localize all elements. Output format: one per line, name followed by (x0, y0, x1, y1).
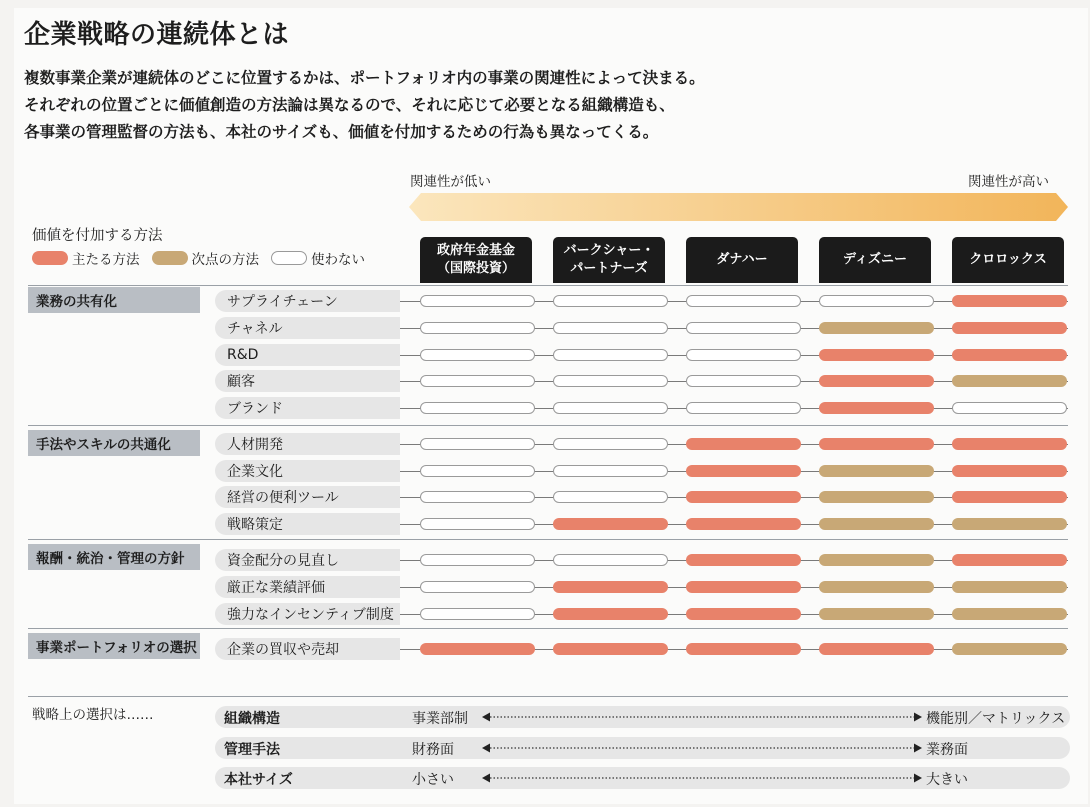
method-pill-main (553, 581, 668, 593)
legend-none-label: 使わない (311, 252, 365, 268)
category-separator (28, 285, 1068, 286)
method-pill-main (553, 608, 668, 620)
row-label-talent-development: 人材開発 (215, 433, 400, 455)
method-pill-main (952, 491, 1067, 503)
method-pill-main (819, 375, 934, 387)
method-pill-none (420, 322, 535, 334)
method-pill-none (420, 518, 535, 530)
method-pill-none (420, 349, 535, 361)
row-label-corporate-culture: 企業文化 (215, 460, 400, 482)
method-pill-secondary (819, 518, 934, 530)
method-pill-main (952, 295, 1067, 307)
method-pill-none (420, 491, 535, 503)
method-pill-none (553, 349, 668, 361)
method-pill-none (420, 581, 535, 593)
choice-arrow (482, 711, 922, 723)
method-pill-secondary (819, 465, 934, 477)
method-pill-none (686, 375, 801, 387)
method-pill-none (420, 465, 535, 477)
method-pill-main (553, 518, 668, 530)
method-pill-none (553, 438, 668, 450)
category-separator (28, 425, 1068, 426)
row-label-capital-reallocation: 資金配分の見直し (215, 549, 400, 571)
page-title: 企業戦略の連続体とは (24, 20, 290, 50)
row-label-channel: チャネル (215, 317, 400, 339)
method-pill-main (686, 491, 801, 503)
method-pill-secondary (819, 608, 934, 620)
choice-right-hq-size: 大きい (926, 772, 968, 788)
category-separator (28, 628, 1068, 629)
method-pill-none (420, 554, 535, 566)
method-pill-main (819, 643, 934, 655)
method-pill-none (420, 295, 535, 307)
row-label-rd: R&D (215, 344, 400, 366)
choice-name-org-structure: 組織構造 (224, 711, 280, 727)
method-pill-secondary (819, 491, 934, 503)
method-pill-main (952, 465, 1067, 477)
method-pill-main (952, 349, 1067, 361)
category-separator (28, 539, 1068, 540)
legend-main-label: 主たる方法 (72, 252, 140, 268)
company-header-berkshire: バークシャー・ パートナーズ (553, 237, 665, 283)
method-pill-main (420, 643, 535, 655)
relatedness-high-label: 関連性が高い (968, 174, 1049, 190)
choice-name-hq-size: 本社サイズ (224, 772, 293, 788)
method-pill-main (686, 581, 801, 593)
relatedness-low-label: 関連性が低い (410, 174, 491, 190)
method-pill-none (420, 438, 535, 450)
method-pill-main (686, 465, 801, 477)
method-pill-none (553, 375, 668, 387)
intro-line-1: 複数事業企業が連続体のどこに位置するかは、ポートフォリオ内の事業の関連性によって決まる。 (24, 69, 705, 87)
choice-left-org-structure: 事業部制 (412, 711, 468, 727)
category-shared-operations: 業務の共有化 (28, 287, 200, 313)
legend-none-swatch (271, 251, 307, 265)
method-pill-none (952, 402, 1067, 414)
row-label-customers: 顧客 (215, 370, 400, 392)
method-pill-secondary (819, 581, 934, 593)
method-pill-none (553, 322, 668, 334)
method-pill-secondary (952, 581, 1067, 593)
row-label-strategy-formulation: 戦略策定 (215, 513, 400, 535)
row-label-management-tools: 経営の便利ツール (215, 486, 400, 508)
method-pill-none (553, 465, 668, 477)
row-label-supply-chain: サプライチェーン (215, 290, 400, 312)
legend-main-swatch (32, 251, 68, 265)
choice-right-management: 業務面 (926, 742, 968, 758)
method-pill-none (819, 295, 934, 307)
method-pill-main (553, 643, 668, 655)
row-label-m-and-a: 企業の買収や売却 (215, 638, 400, 660)
intro-line-2: それぞれの位置ごとに価値創造の方法論は異なるので、それに応じて必要となる組織構造も、 (24, 96, 675, 114)
method-pill-none (553, 402, 668, 414)
method-pill-main (686, 518, 801, 530)
method-pill-none (686, 402, 801, 414)
method-pill-main (686, 554, 801, 566)
company-header-danaher: ダナハー (686, 237, 798, 283)
method-pill-none (553, 554, 668, 566)
method-pill-none (686, 349, 801, 361)
method-pill-secondary (952, 518, 1067, 530)
method-pill-main (952, 554, 1067, 566)
method-pill-main (686, 608, 801, 620)
method-pill-main (952, 438, 1067, 450)
relatedness-arrow (409, 193, 1068, 221)
method-pill-none (553, 295, 668, 307)
method-pill-main (686, 643, 801, 655)
row-label-incentives: 強力なインセンティブ制度 (215, 603, 400, 625)
choice-arrow (482, 742, 922, 754)
intro-line-3: 各事業の管理監督の方法も、本社のサイズも、価値を付加するための行為も異なってくる。 (24, 123, 659, 141)
method-pill-none (420, 375, 535, 387)
legend-secondary-label: 次点の方法 (191, 252, 259, 268)
company-header-disney: ディズニー (819, 237, 931, 283)
method-pill-main (952, 322, 1067, 334)
choice-left-hq-size: 小さい (412, 772, 454, 788)
method-pill-secondary (952, 608, 1067, 620)
method-pill-main (819, 402, 934, 414)
category-governance: 報酬・統治・管理の方針 (28, 544, 200, 570)
choices-separator (28, 696, 1068, 697)
legend (32, 248, 377, 268)
category-portfolio: 事業ポートフォリオの選択 (28, 633, 200, 659)
choice-name-management: 管理手法 (224, 742, 280, 758)
legend-secondary-swatch (152, 251, 188, 265)
method-pill-main (686, 438, 801, 450)
choice-right-org-structure: 機能別／マトリックス (926, 711, 1066, 727)
row-label-brand: ブランド (215, 397, 400, 419)
method-pill-none (420, 608, 535, 620)
method-pill-secondary (952, 643, 1067, 655)
row-label-performance-evaluation: 厳正な業績評価 (215, 576, 400, 598)
method-pill-none (420, 402, 535, 414)
method-pill-secondary (819, 322, 934, 334)
choices-title: 戦略上の選択は…… (32, 707, 154, 723)
company-header-pension-fund: 政府年金基金 （国際投資） (420, 237, 532, 283)
method-pill-secondary (952, 375, 1067, 387)
company-header-clorox: クロロックス (952, 237, 1064, 283)
method-pill-main (819, 438, 934, 450)
method-pill-none (553, 491, 668, 503)
method-pill-none (686, 322, 801, 334)
category-shared-skills: 手法やスキルの共通化 (28, 430, 200, 456)
method-pill-none (686, 295, 801, 307)
choice-left-management: 財務面 (412, 742, 454, 758)
method-pill-main (819, 349, 934, 361)
choice-arrow (482, 772, 922, 784)
method-pill-secondary (819, 554, 934, 566)
legend-title: 価値を付加する方法 (32, 228, 163, 244)
